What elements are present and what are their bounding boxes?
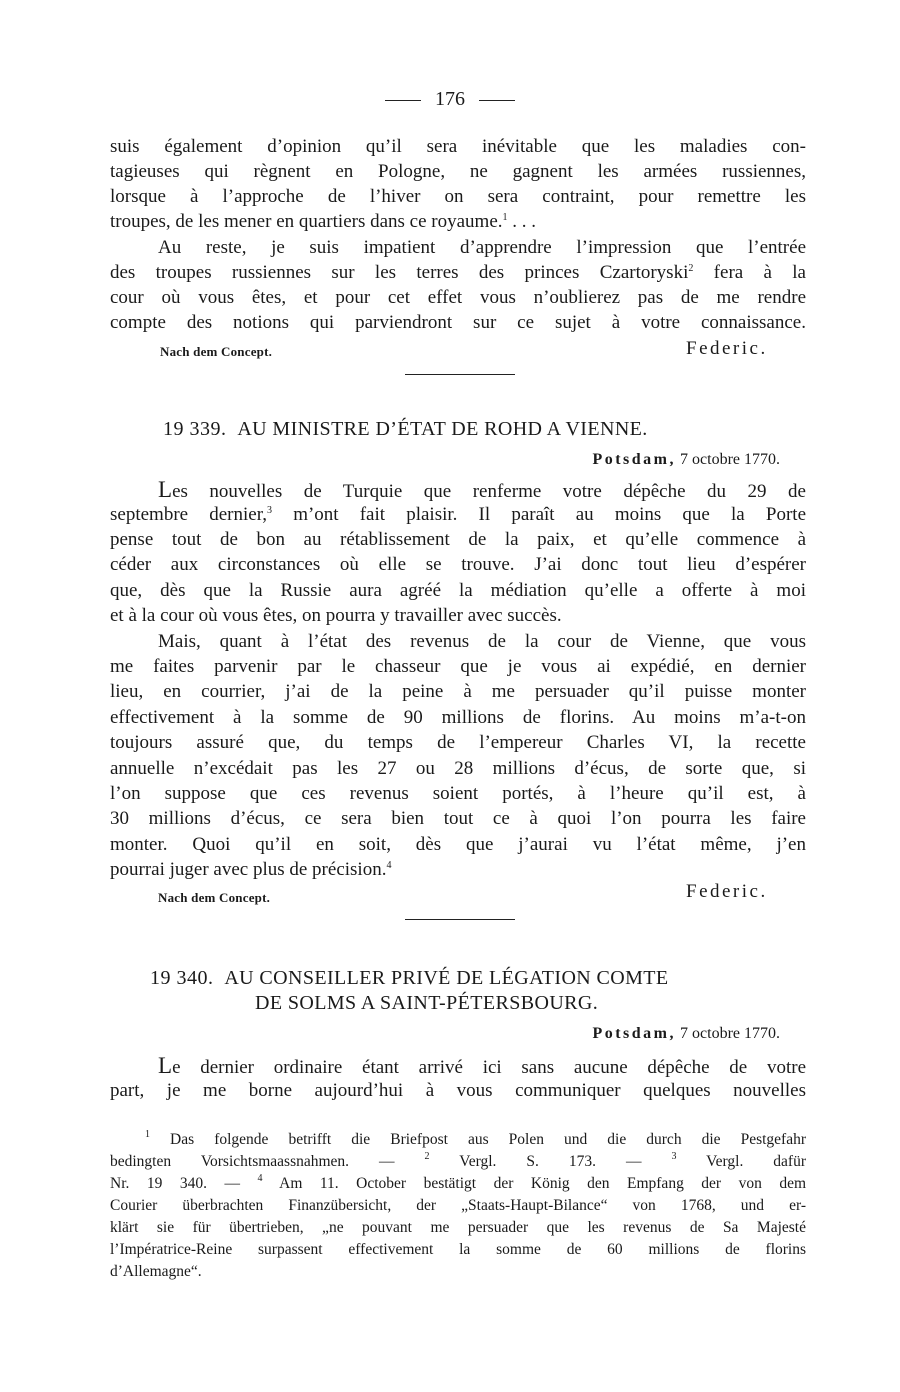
letter-title: AU MINISTRE D’ÉTAT DE ROHD A VIENNE. (237, 418, 648, 440)
footnote-number: 3 (671, 1151, 677, 1162)
signature: Federic. (686, 881, 768, 902)
text-line: Au reste, je suis impatient d’apprendre l’impression que l’entrée (158, 237, 806, 258)
footnote-line: klärt sie für übertrieben, „ne pouvant me persuader que les revenus de Sa Majesté (110, 1219, 806, 1236)
dateline-place: Potsdam, (592, 1025, 677, 1042)
footnote-separator: — (224, 1175, 240, 1192)
footnote-line: d’Allemagne“. (110, 1263, 202, 1280)
text-line (110, 209, 806, 234)
text-line-part: septembre dernier, (110, 504, 268, 525)
text-line-part: m’ont fait plaisir. Il paraît au moins que la Porte (272, 504, 806, 525)
text-line: que, dès que la Russie aura agréé la médiation qu’elle a offerte à moi (110, 580, 806, 601)
text-line: et à la cour où vous êtes, on pourra y travailler avec succès. (110, 605, 562, 626)
footnote-text: Nr. 19 340. (110, 1175, 207, 1192)
footnote-separator: — (379, 1153, 395, 1170)
text-line (110, 857, 806, 882)
footnote-marker[interactable]: 1 (502, 212, 508, 223)
text-line-part: des troupes russiennes sur les terres des princes Czartoryski (110, 262, 689, 283)
source-note: Nach dem Concept. (160, 344, 273, 359)
footnote-text: Vergl. S. 173. (459, 1153, 596, 1170)
footnote-line (145, 1129, 806, 1150)
footnote-number: 2 (424, 1151, 430, 1162)
footnote-line (110, 1151, 806, 1172)
text-line: me faites parvenir par le chasseur que je vous ai expédié, en dernier (110, 656, 806, 677)
dateline-place: Potsdam, (592, 451, 677, 468)
footnote-number: 4 (257, 1173, 263, 1184)
text-line: pense tout de bon au rétablissement de la paix, et qu’elle commence à (110, 529, 806, 550)
text-line: Mais, quant à l’état des revenus de la cour de Vienne, que vous (158, 631, 806, 652)
ellipsis: . . . (507, 211, 537, 232)
text-line: l’on suppose que ces revenus soient portés, à l’heure qu’il est, à (110, 783, 806, 804)
letter-title: AU CONSEILLER PRIVÉ DE LÉGATION COMTE (224, 967, 669, 989)
text-line: monter. Quoi qu’il en soit, dès que j’aurai vu l’état même, j’en (110, 834, 806, 855)
footnote-number: 1 (145, 1129, 150, 1140)
text-line: part, je me borne aujourd’hui à vous communiquer quelques nouvelles (110, 1080, 806, 1101)
signature: Federic. (686, 338, 768, 359)
text-line (158, 477, 806, 504)
initial-letter: L (158, 477, 173, 502)
initial-letter: L (158, 1053, 173, 1078)
footnote-text: Am 11. October bestätigt der König den Empfang der von dem (279, 1175, 807, 1192)
text-line (158, 1053, 806, 1080)
footnote-line: l’Impératrice-Reine surpassent effectivement la somme de 60 millions de florins (110, 1241, 806, 1258)
letter-heading-continued: DE SOLMS A SAINT-PÉTERSBOURG. (255, 992, 599, 1014)
text-line: 30 millions d’écus, ce sera bien tout ce à quoi l’on pourra les faire (110, 808, 806, 829)
letter-number: 19 340. (150, 967, 214, 989)
footnote-line (110, 1173, 806, 1194)
dateline (592, 451, 780, 469)
section-divider (405, 374, 515, 375)
page-number-text: 176 (435, 88, 465, 110)
text-line: lorsque à l’approche de l’hiver on sera contraint, pour remettre les (110, 186, 806, 207)
footnote-line: Courier überbrachten Finanzübersicht, der „Staats-Haupt-Bilance“ von 1768, und er- (110, 1197, 806, 1214)
text-line-part: troupes, de les mener en quartiers dans ce royaume. (110, 211, 503, 232)
page-number (0, 88, 900, 111)
footnote-text: bedingten Vorsichtsmaassnahmen. (110, 1153, 350, 1170)
footnote-text: Das folgende betrifft die Briefpost aus Polen und die durch die Pestgefahr (170, 1131, 807, 1148)
footnote-separator: — (625, 1153, 642, 1170)
dateline-date: 7 octobre 1770. (680, 1025, 780, 1042)
page-number-right-dash (479, 100, 515, 101)
page-number-left-dash (385, 100, 421, 101)
footnote-text: Vergl. dafür (706, 1153, 807, 1170)
footnote-marker[interactable]: 2 (688, 263, 694, 274)
text-line-part: es nouvelles de Turquie que renferme votre dépêche du 29 de (172, 481, 806, 502)
text-line: suis également d’opinion qu’il sera inévitable que les maladies con- (110, 136, 806, 157)
text-line: annuelle n’excédait pas les 27 ou 28 millions d’écus, de sorte que, si (110, 758, 806, 779)
text-line: tagieuses qui règnent en Pologne, ne gagnent les armées russiennes, (110, 161, 806, 182)
text-line-part: pourrai juger avec plus de précision. (110, 859, 387, 880)
text-line: céder aux circonstances où elle se trouve. J’ai donc tout lieu d’espérer (110, 554, 806, 575)
footnote-marker[interactable]: 4 (386, 860, 392, 871)
letter-heading (163, 418, 648, 441)
letter-heading (150, 967, 669, 990)
text-line-part: fera à la (693, 262, 806, 283)
section-divider (405, 919, 515, 920)
footnote-marker[interactable]: 3 (267, 505, 273, 516)
text-line-part: e dernier ordinaire étant arrivé ici sans aucune dépêche de votre (172, 1057, 806, 1078)
text-line: toujours assuré que, du temps de l’empereur Charles VI, la recette (110, 732, 806, 753)
source-note: Nach dem Concept. (158, 890, 271, 905)
text-line: cour où vous êtes, et pour cet effet vous n’oublierez pas de me rendre (110, 287, 806, 308)
text-line: effectivement à la somme de 90 millions de florins. Au moins m’a-t-on (110, 707, 806, 728)
text-line: lieu, en courrier, j’ai de la peine à me persuader qu’il puisse monter (110, 681, 806, 702)
text-line (110, 502, 806, 527)
dateline-date: 7 octobre 1770. (680, 451, 780, 468)
letter-number: 19 339. (163, 418, 227, 440)
text-line (110, 260, 806, 285)
dateline (592, 1025, 780, 1043)
text-line: compte des notions qui parviendront sur ce sujet à votre connaissance. (110, 312, 806, 333)
